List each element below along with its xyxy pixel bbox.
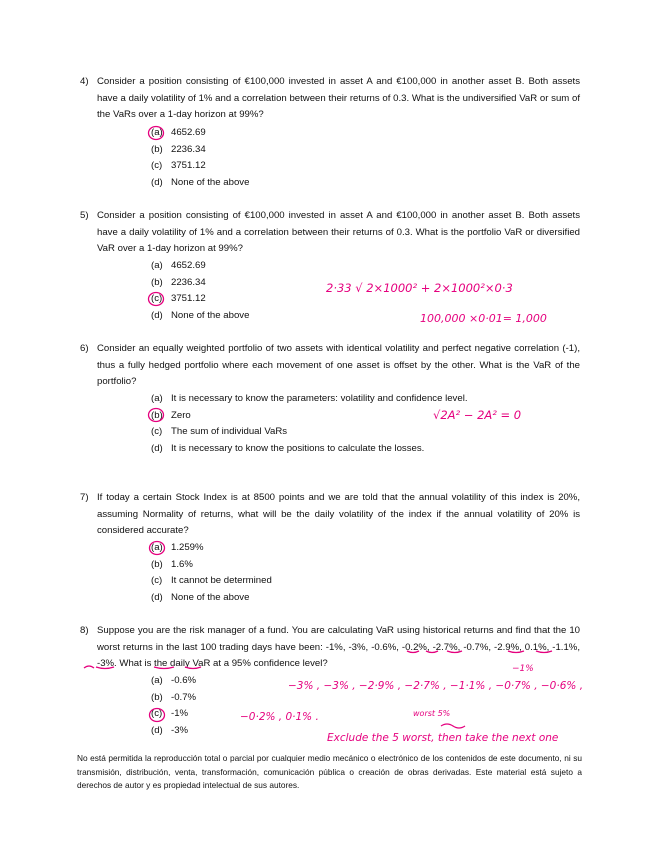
options-q5 — [151, 258, 249, 324]
option-text: It is necessary to know the parameters: volatility and confidence level. — [171, 393, 468, 404]
option-text: None of the above — [171, 591, 250, 603]
option-text: 1.259% — [171, 542, 204, 553]
handwritten-q8-worst: worst 5% — [413, 709, 451, 718]
option-letter: (c) — [151, 160, 163, 171]
options-q8 — [151, 673, 196, 739]
option-letter: (a) — [151, 393, 163, 404]
option-d — [151, 723, 196, 740]
option-letter: (c) — [151, 426, 163, 437]
question-4 — [80, 74, 580, 124]
option-text: 3751.12 — [171, 293, 206, 304]
handwritten-q8-note: Exclude the 5 worst, then take the next one — [327, 732, 559, 744]
handwritten-q6-formula: √2A² − 2A² = 0 — [433, 408, 522, 422]
option-c — [151, 706, 196, 723]
option-a — [151, 258, 249, 275]
option-d — [151, 590, 272, 607]
option-b — [151, 275, 249, 292]
option-letter: (d) — [151, 176, 163, 188]
option-text: None of the above — [171, 309, 250, 321]
option-letter: (c) — [151, 293, 163, 304]
option-c — [151, 573, 272, 590]
handwritten-q8-above: −1% — [512, 664, 534, 674]
question-stem: Suppose you are the risk manager of a fund. You are calculating VaR using historical returns and find that the 10 worst returns in the last 100 trading days have been: -1%, -3%, -0.6%, -0.2%, -2.7%, -0.7%, -2.9%, 0.1%, -1.1%, -3%. What is the daily VaR at a 95% confidence level? — [97, 625, 580, 669]
option-a — [151, 125, 249, 142]
copyright-footer: No está permitida la reproducción total o parcial por cualquier medio mecánico o electrónico de los contenidos de este documento, ni su transmisión, distribución, venta, transformación, comunicación pública o creación de obras derivadas. Este material está sujeto a derechos de autor y es propiedad intelectual de sus autores. — [77, 753, 582, 790]
question-stem: Consider a position consisting of €100,000 invested in asset A and €100,000 in another asset B. Both assets have a daily volatility of 1% and a correlation between their returns of 0.3. What is the undiversified VaR or sum of the VaRs over a 1-day horizon at 99%? — [97, 76, 580, 120]
option-b — [151, 142, 249, 159]
option-b — [151, 690, 196, 707]
question-8 — [80, 623, 580, 673]
option-a — [151, 391, 468, 408]
option-text: -1% — [171, 708, 189, 719]
tilde-mark — [441, 724, 465, 728]
options-q4 — [151, 125, 249, 191]
question-number: 7) — [80, 492, 89, 503]
option-b — [151, 408, 468, 425]
option-text: It cannot be determined — [171, 575, 272, 586]
option-letter: (c) — [151, 708, 163, 719]
option-letter: (a) — [151, 260, 163, 271]
question-6 — [80, 341, 580, 391]
option-text: The sum of individual VaRs — [171, 426, 288, 437]
option-c — [151, 424, 468, 441]
options-q6 — [151, 391, 468, 457]
option-c — [151, 291, 249, 308]
handwritten-q8-line2: −0·2% , 0·1% . — [240, 711, 319, 723]
option-letter: (a) — [151, 542, 163, 553]
option-text: It is necessary to know the positions to calculate the losses. — [171, 442, 425, 454]
option-a — [151, 540, 272, 557]
question-number: 8) — [80, 625, 89, 636]
option-text: -0.6% — [171, 675, 197, 686]
option-letter: (d) — [151, 591, 163, 603]
option-letter: (b) — [151, 558, 163, 570]
option-text: 4652.69 — [171, 260, 206, 271]
option-a — [151, 673, 196, 690]
option-text: Zero — [171, 409, 191, 421]
question-number: 6) — [80, 343, 89, 354]
option-letter: (b) — [151, 409, 163, 421]
option-text: 3751.12 — [171, 160, 206, 171]
option-letter: (a) — [151, 127, 163, 138]
option-text: -0.7% — [171, 691, 197, 703]
option-letter: (d) — [151, 442, 163, 454]
question-5 — [80, 208, 580, 258]
option-d — [151, 175, 249, 192]
option-d — [151, 441, 468, 458]
option-letter: (c) — [151, 575, 163, 586]
question-number: 5) — [80, 210, 89, 221]
option-letter: (d) — [151, 309, 163, 321]
option-text: 1.6% — [171, 558, 193, 570]
handwritten-q5-formula: 2·33 √ 2×1000² + 2×1000²×0·3 — [326, 281, 513, 295]
option-letter: (b) — [151, 691, 163, 703]
option-letter: (b) — [151, 276, 163, 288]
option-text: 2236.34 — [171, 143, 206, 155]
option-letter: (a) — [151, 675, 163, 686]
question-stem: If today a certain Stock Index is at 8500 points and we are told that the annual volatility of this index is 20%, assuming Normality of returns, what will be the daily volatility of the index if the annual volatility of 20% is considered accurate? — [97, 492, 580, 536]
option-c — [151, 158, 249, 175]
option-b — [151, 557, 272, 574]
option-letter: (b) — [151, 143, 163, 155]
option-text: 4652.69 — [171, 127, 206, 138]
options-q7 — [151, 540, 272, 606]
handwritten-q5-calc: 100,000 ×0·01= 1,000 — [420, 312, 547, 325]
question-stem: Consider a position consisting of €100,000 invested in asset A and €100,000 in another asset B. Both assets have a daily volatility of 1% and a correlation between their returns of 0.3. What is the portfolio VaR or diversified VaR over a 1-day horizon at 99%? — [97, 210, 580, 254]
option-text: 2236.34 — [171, 276, 206, 288]
option-letter: (d) — [151, 724, 163, 736]
handwritten-q8-line1: −3% , −3% , −2·9% , −2·7% , −1·1% , −0·7% , −0·6% , — [288, 680, 584, 692]
question-number: 4) — [80, 76, 89, 87]
question-7 — [80, 490, 580, 540]
question-stem: Consider an equally weighted portfolio of two assets with identical volatility and perfect negative correlation (-1), thus a fully hedged portfolio where each movement of one asset is offset by the other. What is the VaR of the portfolio? — [97, 343, 580, 387]
option-text: None of the above — [171, 176, 250, 188]
option-d — [151, 308, 249, 325]
option-text: -3% — [171, 724, 189, 736]
